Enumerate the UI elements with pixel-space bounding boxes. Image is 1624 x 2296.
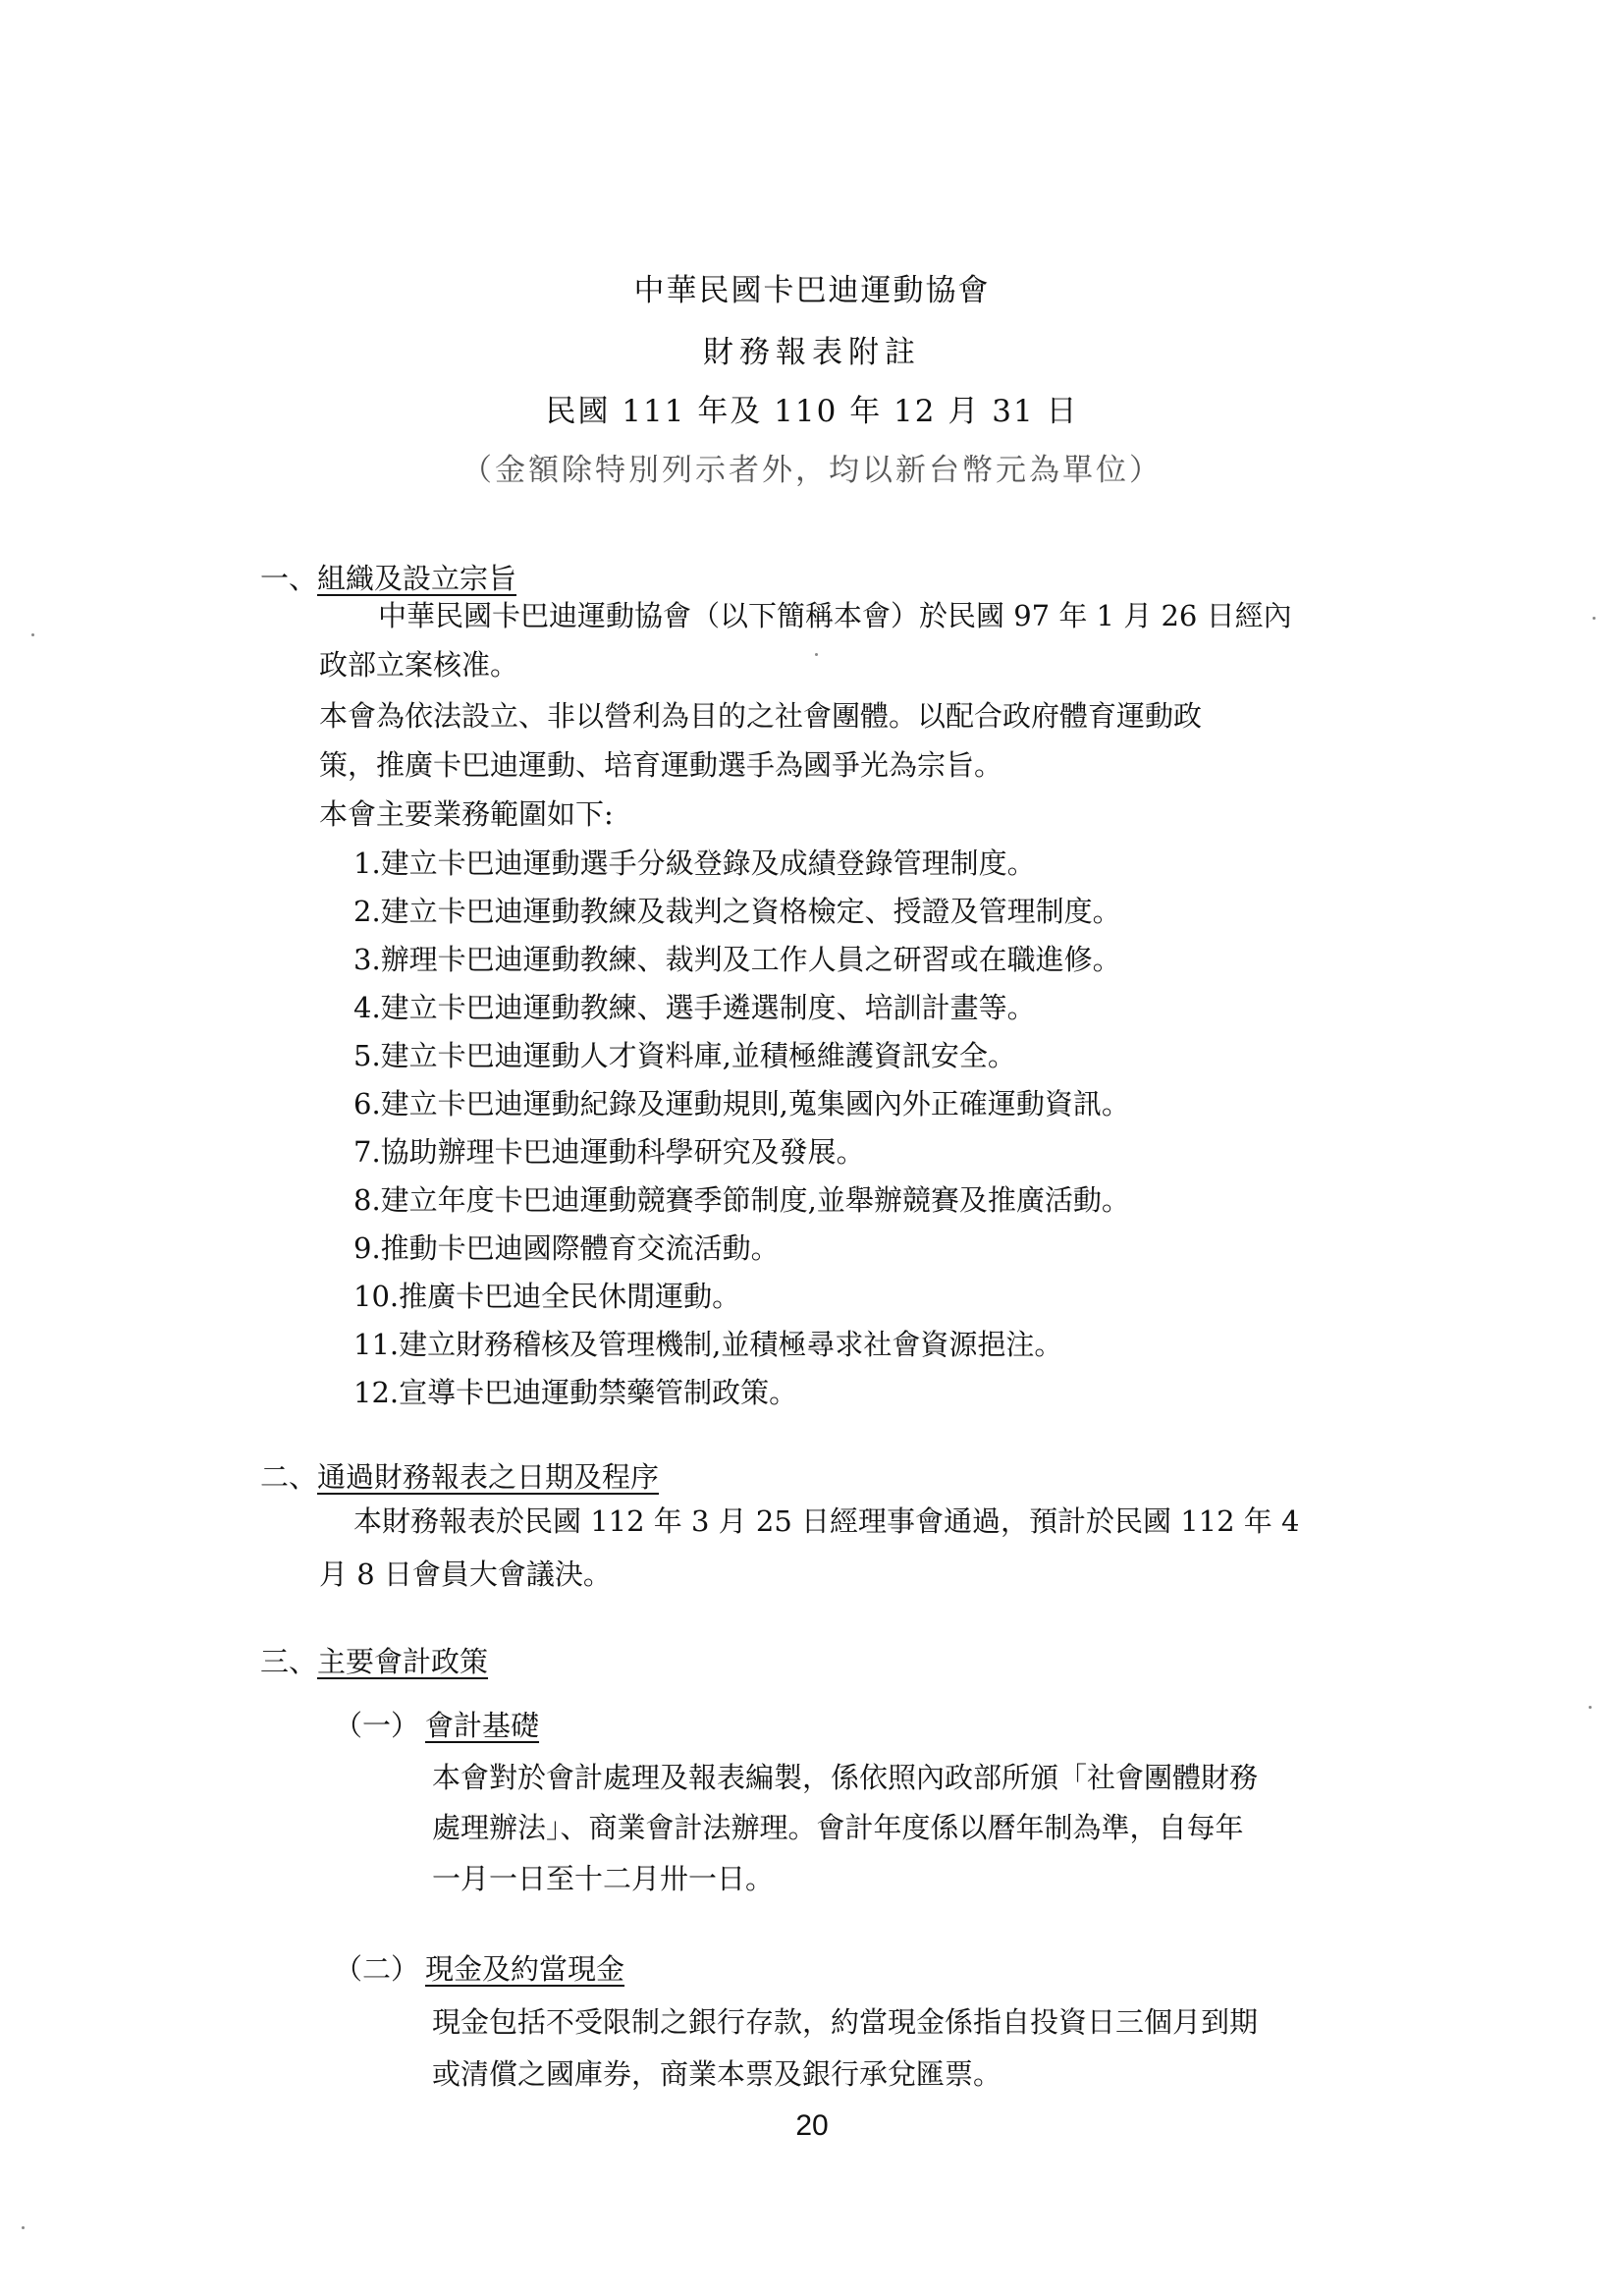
- scan-speck: [1589, 1706, 1592, 1709]
- section-1-number: 一、: [260, 562, 318, 595]
- section-1-label: 組織及設立宗旨: [317, 562, 517, 595]
- scope-item: 5.建立卡巴迪運動人才資料庫,並積極維護資訊安全。: [353, 1039, 1016, 1072]
- scope-item: 2.建立卡巴迪運動教練及裁判之資格檢定、授證及管理制度。: [353, 895, 1121, 928]
- scope-item: 1.建立卡巴迪運動選手分級登錄及成績登錄管理制度。: [353, 847, 1036, 880]
- subsection-1-line-2: 處理辦法」、商業會計法辦理。會計年度係以曆年制為準，自每年: [432, 1811, 1244, 1844]
- section-1-para-1-line-1: 中華民國卡巴迪運動協會（以下簡稱本會）於民國 97 年 1 月 26 日經內: [378, 599, 1292, 632]
- scope-item: 9.推動卡巴迪國際體育交流活動。: [353, 1231, 780, 1265]
- document-subtitle: 財務報表附註: [703, 335, 921, 370]
- subsection-2-line-1: 現金包括不受限制之銀行存款，約當現金係指自投資日三個月到期: [432, 2005, 1259, 2039]
- subsection-2-label: 現金及約當現金: [425, 1952, 625, 1986]
- scan-speck: [22, 2226, 25, 2229]
- section-1-para-2-line-2: 策，推廣卡巴迪運動、培育運動選手為國爭光為宗旨。: [319, 748, 1003, 782]
- scope-item: 4.建立卡巴迪運動教練、選手遴選制度、培訓計畫等。: [353, 991, 1036, 1024]
- section-3-number: 三、: [260, 1645, 318, 1678]
- scope-item: 6.建立卡巴迪運動紀錄及運動規則,蒐集國內外正確運動資訊。: [353, 1087, 1130, 1121]
- section-1-para-2-line-1: 本會為依法設立、非以營利為目的之社會團體。以配合政府體育運動政: [319, 699, 1203, 733]
- subsection-2-line-2: 或清償之國庫券，商業本票及銀行承兌匯票。: [432, 2057, 1002, 2091]
- subsection-1-heading: [334, 1704, 539, 1744]
- scope-item: 10.推廣卡巴迪全民休閒運動。: [353, 1280, 741, 1313]
- scope-item: 8.建立年度卡巴迪運動競賽季節制度,並舉辦競賽及推廣活動。: [353, 1183, 1130, 1217]
- scan-speck: [31, 633, 34, 636]
- document-date: 民國 111 年及 110 年 12 月 31 日: [545, 394, 1079, 429]
- scope-item: 11.建立財務稽核及管理機制,並積極尋求社會資源挹注。: [353, 1328, 1063, 1361]
- section-1-para-1-line-2: 政部立案核准。: [319, 648, 519, 682]
- section-2-label: 通過財務報表之日期及程序: [317, 1460, 660, 1494]
- subsection-1-number: （一）: [334, 1709, 420, 1742]
- section-2-line-1: 本財務報表於民國 112 年 3 月 25 日經理事會通過，預計於民國 112 年 4: [353, 1504, 1300, 1538]
- scope-item: 3.辦理卡巴迪運動教練、裁判及工作人員之研習或在職進修。: [353, 943, 1121, 976]
- subsection-2-heading: [334, 1947, 624, 1988]
- subsection-2-number: （二）: [334, 1952, 420, 1986]
- section-2-line-2: 月 8 日會員大會議決。: [319, 1558, 612, 1591]
- scan-speck: [1593, 617, 1596, 620]
- subsection-1-line-1: 本會對於會計處理及報表編製，係依照內政部所頒「社會團體財務: [432, 1761, 1259, 1794]
- page-number: 20: [795, 2109, 829, 2142]
- scope-item: 7.協助辦理卡巴迪運動科學研究及發展。: [353, 1135, 865, 1169]
- section-1-scope-intro: 本會主要業務範圍如下:: [319, 797, 614, 831]
- document-title: 中華民國卡巴迪運動協會: [633, 273, 991, 308]
- subsection-1-line-3: 一月一日至十二月卅一日。: [432, 1862, 775, 1895]
- unit-note: （金額除特別列示者外，均以新台幣元為單位）: [461, 453, 1163, 488]
- scan-speck: [815, 653, 818, 656]
- scope-item: 12.宣導卡巴迪運動禁藥管制政策。: [353, 1376, 798, 1409]
- section-2-heading: [260, 1455, 659, 1496]
- section-3-heading: [260, 1640, 488, 1680]
- section-2-number: 二、: [260, 1460, 318, 1494]
- subsection-1-label: 會計基礎: [425, 1709, 540, 1742]
- section-3-label: 主要會計政策: [317, 1645, 489, 1678]
